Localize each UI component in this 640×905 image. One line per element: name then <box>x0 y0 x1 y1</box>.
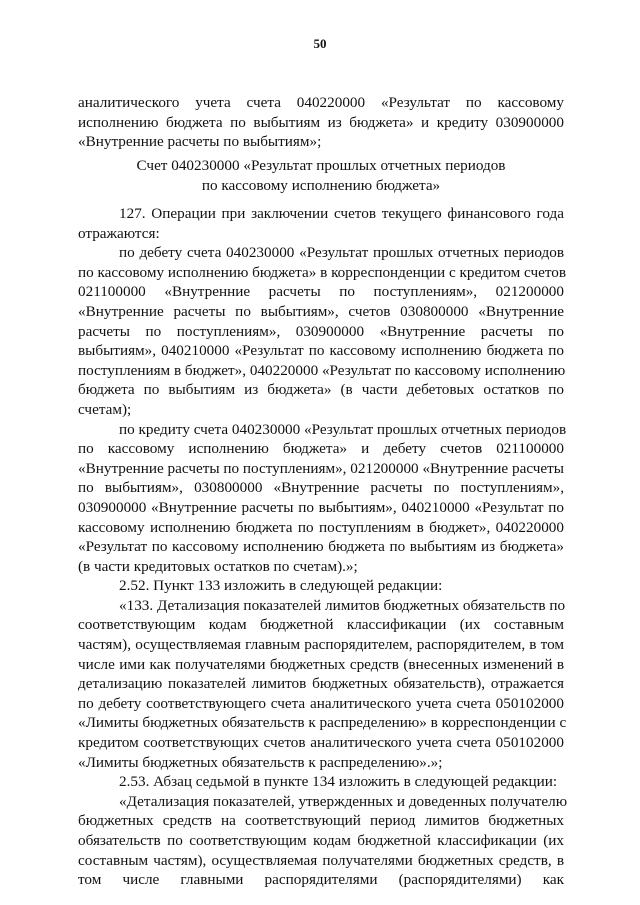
text-line: составным частям), осуществляемая получателями бюджетных средств, в <box>78 851 564 869</box>
text-line: 030900000 «Внутренние расчеты по выбытиям», 040210000 «Результат по <box>78 498 564 516</box>
text-line: том числе главными распорядителями (распорядителями) как <box>78 871 564 889</box>
text-line: выбытиям», 040210000 «Результат по кассовому исполнению бюджета по <box>78 342 564 360</box>
text-line: бюджетных средств на соответствующий период лимитов бюджетных <box>78 812 564 830</box>
text-line: по кредиту счета 040230000 «Результат прошлых отчетных периодов <box>119 420 567 438</box>
text-line: «Лимиты бюджетных обязательств к распределению» в корреспонденции с <box>78 714 567 732</box>
text-line: «Результат по кассовому исполнению бюджета по выбытиям из бюджета» <box>78 538 564 556</box>
text-line: соответствующим кодам бюджетной классификации (их составным <box>78 616 564 634</box>
text-line: «133. Детализация показателей лимитов бюджетных обязательств по <box>119 596 566 614</box>
text-line: «Детализация показателей, утвержденных и доведенных получателю <box>119 792 568 810</box>
text-line: 127. Операции при заключении счетов текущего финансового года <box>119 205 564 222</box>
text-line: «Внутренние расчеты по выбытиям»; <box>78 133 322 151</box>
page-number: 50 <box>313 36 327 51</box>
heading-line: по кассовому исполнению бюджета» <box>201 176 441 194</box>
text-line: аналитического учета счета 040220000 «Результат по кассовому <box>78 94 564 111</box>
text-line: расчеты по поступлениям», 030900000 «Внутренние расчеты по <box>78 322 564 340</box>
text-line: обязательств по соответствующим кодам бюджетной классификации (их <box>78 832 564 849</box>
text-line: кассовому исполнению бюджета по поступлениям в бюджет», 040220000 <box>78 518 564 536</box>
text-line: «Внутренние расчеты по выбытиям», счетов 030800000 «Внутренние <box>78 302 564 320</box>
text-line: по дебету счета 040230000 «Результат прошлых отчетных периодов <box>119 244 564 262</box>
text-line: кредитом соответствующих счетов аналитического учета счета 050102000 <box>78 734 564 752</box>
text-line: исполнению бюджета по выбытиям из бюджета» и кредиту 030900000 <box>78 113 564 131</box>
text-line: счетам); <box>78 400 132 418</box>
text-line: числе ими как получателями бюджетных средств (внесенных изменений в <box>78 655 564 673</box>
text-line: поступлениям в бюджет», 040220000 «Результат по кассовому исполнению <box>78 361 566 379</box>
text-line: по кассовому исполнению бюджета» и дебету счетов 021100000 <box>78 440 564 458</box>
text-line: 2.53. Абзац седьмой в пункте 134 изложить в следующей редакции: <box>119 773 558 791</box>
text-line: 021100000 «Внутренние расчеты по поступлениям», 021200000 <box>78 283 564 301</box>
text-line: по выбытиям», 030800000 «Внутренние расчеты по поступлениям», <box>78 479 564 497</box>
text-line: бюджета по выбытиям из бюджета» (в части дебетовых остатков по <box>78 381 564 399</box>
text-line: «Внутренние расчеты по поступлениям», 021200000 «Внутренние расчеты <box>78 459 564 477</box>
text-line: частям), осуществляемая главным распорядителем, распорядителем, в том <box>78 636 564 654</box>
text-line: по кассовому исполнению бюджета» в корреспонденции с кредитом счетов <box>78 263 567 281</box>
text-line: «Лимиты бюджетных обязательств к распределению».»; <box>78 753 443 771</box>
text-line: по дебету соответствующего счета аналитического учета счета 050102000 <box>78 694 564 712</box>
intro-paragraph <box>78 93 564 152</box>
section-heading <box>78 156 564 195</box>
text-line: 2.52. Пункт 133 изложить в следующей редакции: <box>119 577 443 595</box>
text-line: детализацию показателей лимитов бюджетных обязательств), отражается <box>78 675 564 693</box>
text-line: отражаются: <box>78 224 160 242</box>
text-line: (в части кредитовых остатков по счетам).»; <box>78 557 358 575</box>
body-text <box>78 204 568 890</box>
heading-line: Счет 040230000 «Результат прошлых отчетных периодов <box>136 157 506 174</box>
